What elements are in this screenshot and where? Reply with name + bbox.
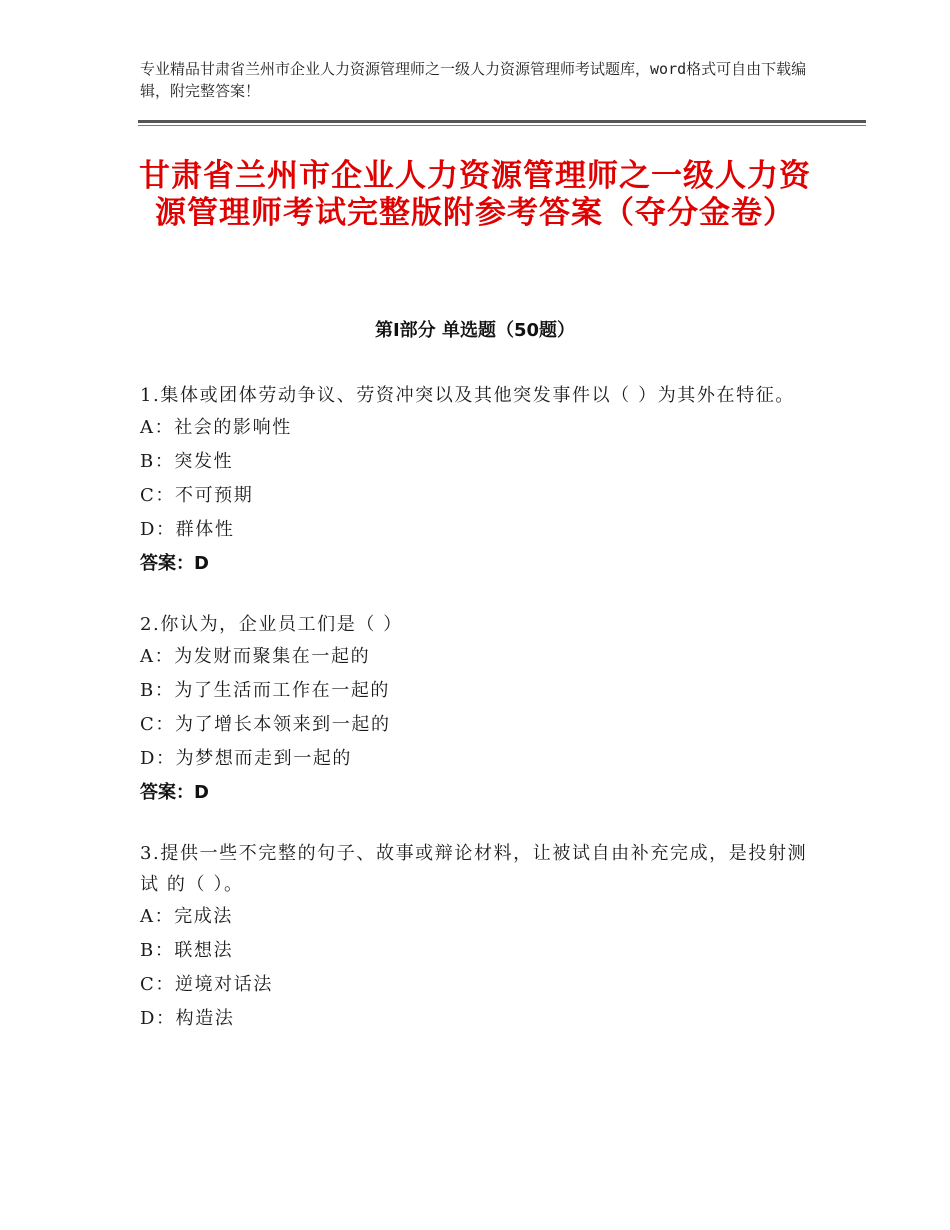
answer: 答案：D [140, 782, 209, 803]
section-title: 第Ⅰ部分 单选题（50题） [374, 320, 575, 341]
option-d: D：为梦想而走到一起的 [140, 748, 353, 769]
question-1 [140, 380, 820, 581]
document-title: 甘肃省兰州市企业人力资源管理师之一级人力资源管理师考试完整版附参考答案（夺分金卷） [139, 158, 811, 231]
question-stem: 1.集体或团体劳动争议、劳资冲突以及其他突发事件以（ ）为其外在特征。 [140, 385, 795, 406]
question-3 [140, 838, 820, 1036]
option-c: C：为了增长本领来到一起的 [140, 714, 391, 735]
question-list [140, 380, 820, 1064]
option-d: D：群体性 [140, 519, 235, 540]
option-d: D：构造法 [140, 1008, 235, 1029]
option-b: B：联想法 [140, 940, 234, 961]
header-note: 专业精品甘肃省兰州市企业人力资源管理师之一级人力资源管理师考试题库，word格式可自由下载编辑，附完整答案！ [140, 60, 807, 100]
option-b: B：突发性 [140, 451, 234, 472]
header-divider-thin [138, 125, 866, 126]
question-stem: 2.你认为，企业员工们是（ ） [140, 614, 403, 635]
option-c: C：不可预期 [140, 485, 254, 506]
header-divider-thick [138, 120, 866, 123]
answer: 答案：D [140, 553, 209, 574]
option-b: B：为了生活而工作在一起的 [140, 680, 391, 701]
question-2 [140, 609, 820, 810]
option-a: A：完成法 [140, 906, 233, 927]
option-a: A：为发财而聚集在一起的 [140, 646, 371, 667]
question-stem: 3.提供一些不完整的句子、故事或辩论材料，让被试自由补充完成，是投射测试 的（ ）。 [140, 843, 808, 895]
option-c: C：逆境对话法 [140, 974, 273, 995]
option-a: A：社会的影响性 [140, 417, 292, 438]
